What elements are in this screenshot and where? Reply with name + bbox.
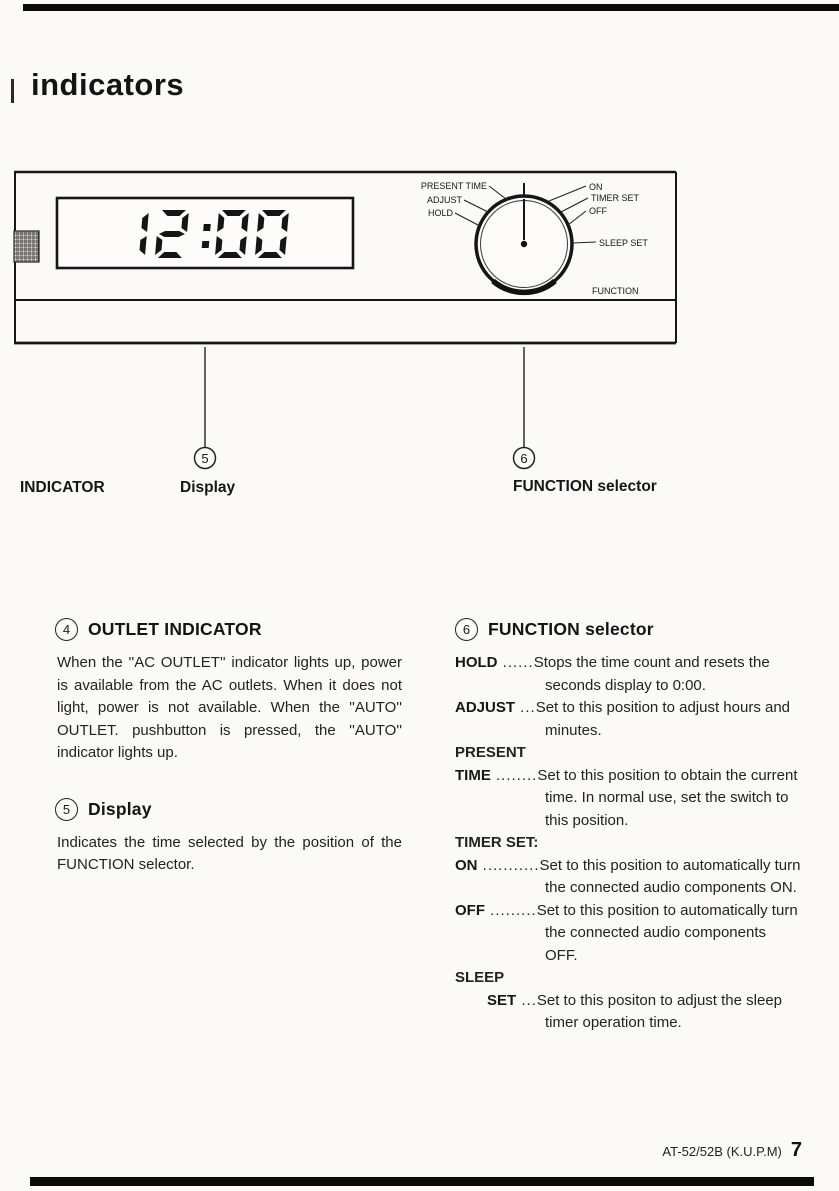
display-body: Indicates the time selected by the position of the FUNCTION selector. bbox=[57, 833, 402, 873]
definition-on bbox=[455, 855, 802, 900]
section-number-5: 5 bbox=[55, 798, 78, 821]
definition-hold bbox=[455, 652, 802, 697]
knob-label-timer-set: TIMER SET bbox=[591, 193, 640, 203]
page-footer bbox=[662, 1139, 802, 1162]
knob-label-present-time: PRESENT TIME bbox=[420, 181, 487, 191]
function-selector-caption: FUNCTION selector bbox=[513, 478, 657, 495]
panel-grille-texture bbox=[14, 231, 39, 262]
right-column bbox=[455, 618, 802, 1035]
display-window bbox=[57, 198, 353, 268]
term-hold: HOLD bbox=[455, 654, 498, 671]
dots: ... bbox=[516, 991, 537, 1009]
knob-center-dot bbox=[521, 241, 527, 247]
dots: ......... bbox=[485, 901, 537, 919]
definition-time bbox=[455, 765, 802, 833]
display-heading bbox=[55, 798, 402, 821]
page-title: indicators bbox=[31, 67, 185, 102]
dots: ... bbox=[515, 699, 536, 716]
function-definitions bbox=[455, 652, 802, 1035]
page-number: 7 bbox=[790, 1139, 802, 1161]
dots: ...... bbox=[497, 654, 534, 671]
section-number-6: 6 bbox=[455, 618, 478, 641]
model-number: AT-52/52B (K.U.P.M) bbox=[662, 1144, 782, 1159]
outlet-indicator-title: OUTLET INDICATOR bbox=[88, 619, 262, 639]
knob-label-hold: HOLD bbox=[427, 208, 453, 218]
term-on: ON bbox=[455, 856, 478, 874]
dots: ........ bbox=[490, 766, 538, 784]
function-selector-title: FUNCTION selector bbox=[488, 619, 654, 639]
callout-lines bbox=[205, 347, 524, 447]
section-number-4: 4 bbox=[55, 618, 78, 641]
term-time: TIME bbox=[455, 766, 491, 784]
outlet-indicator-heading bbox=[55, 618, 402, 641]
knob-label-sleep-set: SLEEP SET bbox=[599, 238, 648, 248]
display-caption: Display bbox=[180, 479, 236, 496]
term-adjust: ADJUST bbox=[455, 699, 516, 716]
definition-text: Set to this positon to adjust the sleep timer operation time. bbox=[536, 991, 783, 1031]
term-sleep: SLEEP bbox=[455, 969, 505, 986]
dots: ........... bbox=[477, 856, 540, 874]
definition-off bbox=[455, 900, 802, 968]
definition-set bbox=[455, 990, 802, 1035]
bottom-rule bbox=[30, 1177, 814, 1186]
outlet-indicator-body: When the ''AC OUTLET'' indicator lights up, power is available from the AC outlets. When it does not light, power is not available. When the ''AUTO'' OUTLET. pushbutton is pressed, the ''AUTO'' indicator lights up. bbox=[57, 654, 402, 761]
knob-label-adjust: ADJUST bbox=[426, 195, 462, 205]
term-off: OFF bbox=[455, 901, 485, 919]
display-title: Display bbox=[88, 798, 152, 819]
definition-text: Stops the time count and resets the seconds display to 0:00. bbox=[533, 654, 770, 694]
definition-text: Set to this position to adjust hours and minutes. bbox=[535, 699, 791, 739]
indicator-caption: INDICATOR bbox=[20, 479, 105, 496]
knob-label-on: ON bbox=[589, 182, 603, 192]
definition-adjust bbox=[455, 697, 802, 742]
left-column bbox=[55, 618, 402, 877]
callout-number-5: 5 bbox=[201, 451, 209, 466]
term-set: SET bbox=[487, 991, 517, 1009]
knob-caption-function: FUNCTION bbox=[592, 286, 639, 296]
function-selector-heading bbox=[455, 618, 802, 641]
term-timer-set: TIMER SET: bbox=[455, 834, 539, 851]
knob-label-off: OFF bbox=[589, 206, 607, 216]
definition-text: Set to this position to automatically turn the connected audio components OFF. bbox=[536, 901, 798, 964]
callout-number-6: 6 bbox=[520, 451, 528, 466]
definition-text: Set to this position to obtain the current time. In normal use, set the switch to this position. bbox=[537, 766, 798, 829]
term-present: PRESENT bbox=[455, 744, 526, 761]
function-knob[interactable] bbox=[476, 183, 572, 292]
definition-text: Set to this position to automatically turn the connected audio components ON. bbox=[539, 856, 801, 896]
